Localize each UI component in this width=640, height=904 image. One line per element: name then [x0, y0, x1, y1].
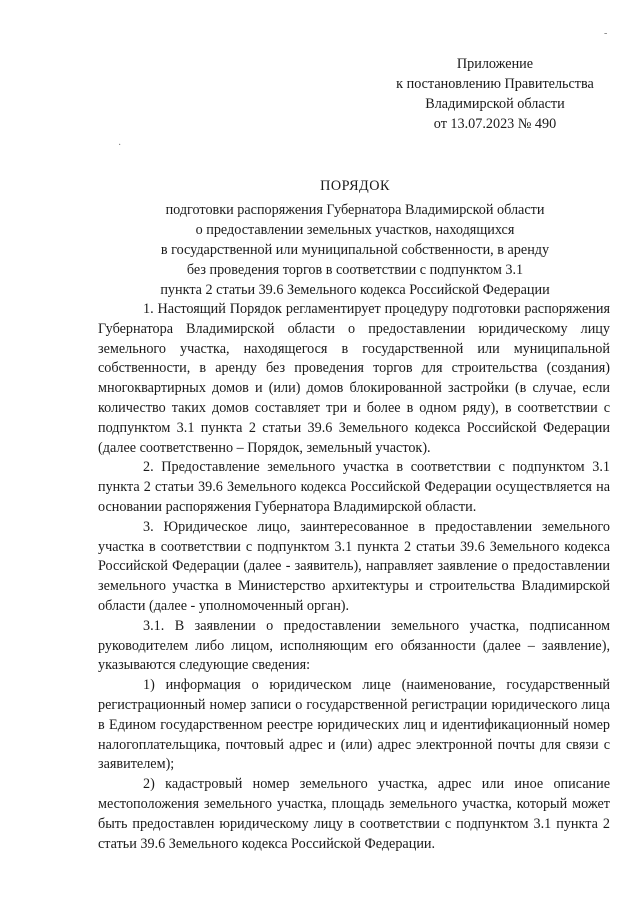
title-heading: ПОРЯДОК [320, 178, 390, 194]
paragraph-3-1: 3.1. В заявлении о предоставлении земельного участка, подписанном руководителем либо лицом, исполняющим его обязанности (далее – заявление), указываются следующие сведения: [98, 617, 610, 674]
appendix-line-2: к постановлению Правительства [396, 76, 594, 92]
margin-dot: · [118, 140, 122, 151]
paragraph-2: 2. Предоставление земельного участка в соответствии с подпунктом 3.1 пункта 2 статьи 39.6 Земельного кодекса Российской Федерации осуществляется на основании распоряжения Губернатора Владимирской области. [98, 459, 610, 515]
paragraph-1: 1. Настоящий Порядок регламентирует процедуру подготовки распоряжения Губернатора Владимирской области о предоставлении юридическому лицу земельного участка, находящегося в государственной или муниципальной собственности, в аренду без проведения торгов для строительства (создания) многоквартирных домов и (или) домов блокированной застройки (в случае, если количество таких домов составляет три и более в одном ряду), в соответствии с подпунктом 3.1 пункта 2 статьи 39.6 Земельного кодекса Российской Федерации (далее соответственно – Порядок, земельный участок). [98, 301, 610, 456]
title-line-3: в государственной или муниципальной собственности, в аренду [160, 242, 550, 258]
corner-mark: - [604, 28, 608, 39]
document-body [98, 300, 610, 854]
appendix-line-1: Приложение [456, 56, 534, 72]
title-line-4: без проведения торгов в соответствии с подпунктом 3.1 [186, 262, 524, 278]
paragraph-3: 3. Юридическое лицо, заинтересованное в предоставлении земельного участка в соответствии с подпунктом 3.1 пункта 2 статьи 39.6 Земельного кодекса Российской Федерации (далее - заявитель), направляет заявление о предоставлении земельного участка в Министерство архитектуры и строительства Владимирской области (далее - уполномоченный орган). [98, 518, 610, 614]
appendix-line-3: Владимирской области [425, 96, 565, 112]
title-line-5: пункта 2 статьи 39.6 Земельного кодекса Российской Федерации [160, 282, 550, 298]
list-item-2: 2) кадастровый номер земельного участка, адрес или иное описание местоположения земельного участка, площадь земельного участка, который может быть предоставлен юридическому лицу в соответствии с подпунктом 3.1 пункта 2 статьи 39.6 Земельного кодекса Российской Федерации. [98, 776, 610, 852]
title-line-2: о предоставлении земельных участков, находящихся [195, 222, 515, 238]
list-item-1: 1) информация о юридическом лице (наименование, государственный регистрационный номер записи о государственной регистрации юридического лица в Едином государственном реестре юридических лиц и идентификационный номер налогоплательщика, почтовый адрес и (или) адрес электронной почты для связи с заявителем); [98, 677, 610, 773]
appendix-block [380, 54, 610, 134]
title-line-1: подготовки распоряжения Губернатора Владимирской области [165, 202, 545, 218]
document-title [100, 176, 610, 300]
appendix-line-4: от 13.07.2023 № 490 [433, 116, 557, 132]
